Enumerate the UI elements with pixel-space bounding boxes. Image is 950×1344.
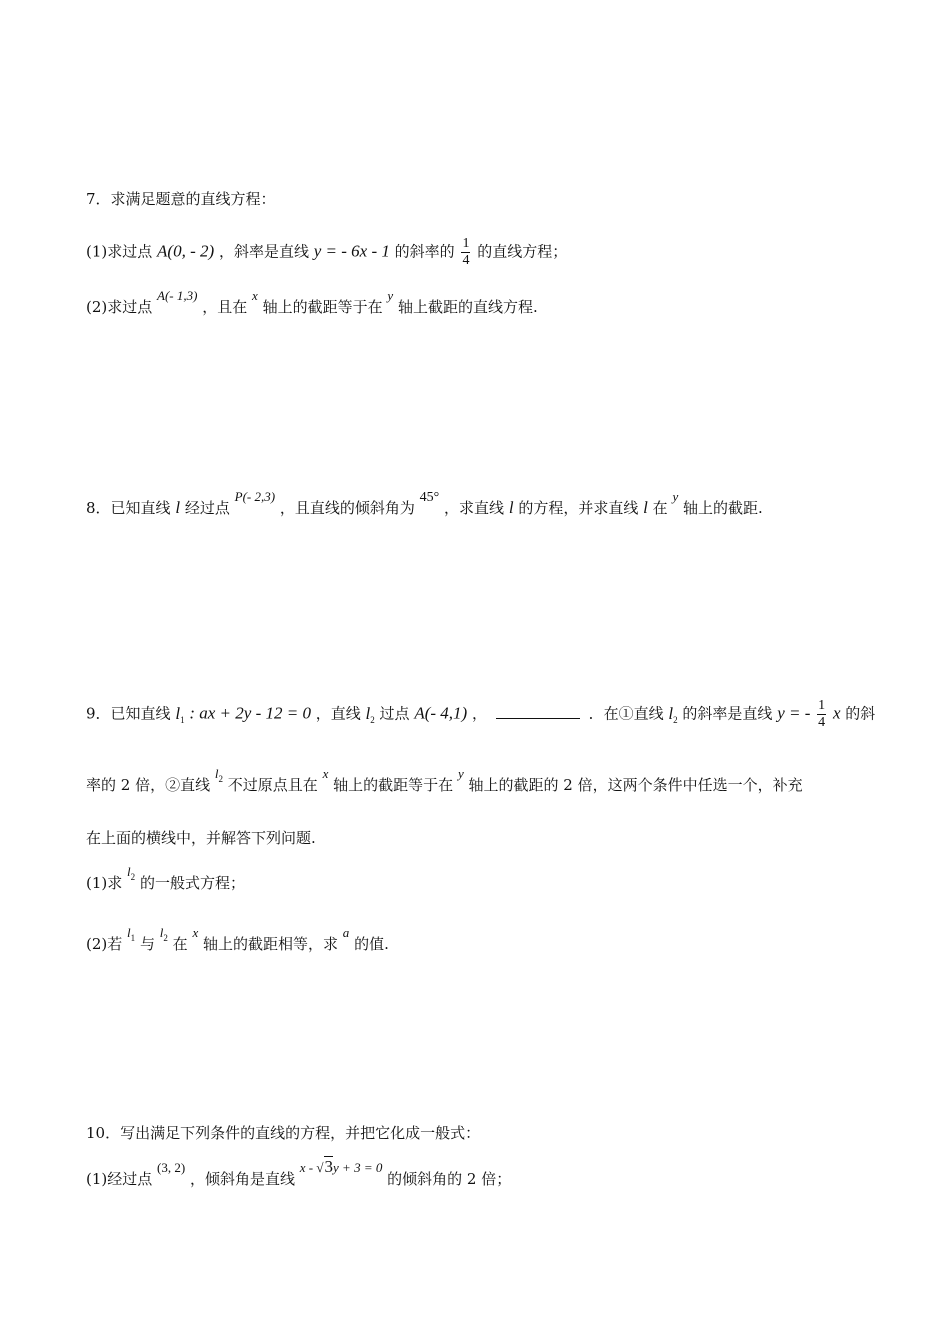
q10-p1-sqrt-value: 3 [324,1157,334,1176]
q9-line2-l2-var: l [214,766,219,781]
q7-p2-x-var: x [252,288,258,303]
q9-p1-l2 [127,864,136,882]
q9-text-f: 的斜率是直线 [682,704,773,723]
q8-text-b: 经过点 [184,499,230,517]
q7-p2-text-a: (2)求过点 [86,298,153,316]
q9-line2-l2-sub: 2 [218,774,223,784]
q9-line2-y-var: y [457,766,464,781]
q9-p2-text-b: 与 [139,935,155,953]
q9-text-d: ， [472,704,488,723]
q10-p1-text-c: 的倾斜角的 2 倍； [387,1170,512,1188]
q8-line-var: l [175,498,181,517]
q7-stem-text: 7．求满足题意的直线方程： [86,190,276,208]
q9-p1-l2-sub: 2 [130,872,136,882]
q7-p2-text-b: ，且在 [202,298,248,316]
q9-p2-l1-var: l [127,925,131,940]
q9-p2-l1-sub: 1 [130,933,136,943]
q9-l2b-sub: 2 [673,714,678,725]
q9-point: A(- 4,1) [414,703,468,723]
q9-p1-text-b: 的一般式方程； [139,874,245,892]
q7-p2-point: A(- 1,3) [157,288,198,303]
q9-fraction-numerator: 1 [818,698,826,713]
q8-text-e: 的方程，并求直线 [518,499,639,517]
q8-point: P(- 2,3) [234,489,276,504]
q7-p2-y-var: y [387,288,394,303]
q10-p1-text-a: (1)经过点 [86,1170,153,1188]
q7-p1-text-b: ，斜率是直线 [218,242,309,261]
q9-text-e: ．在①直线 [588,704,664,723]
q9-p2-l1 [127,925,136,943]
q9-l1-equation: : ax + 2y - 12 = 0 [189,703,311,723]
question-10-stem [86,1122,480,1144]
q9-p2-l2 [159,925,168,943]
question-10-part-1 [86,1157,512,1191]
q7-p1-text-c: 的斜率的 [394,242,455,261]
q9-text-a: 9．已知直线 [86,704,171,723]
q8-y-var: y [672,489,679,504]
question-9-part-1 [86,864,245,896]
question-7-part-2 [86,288,538,319]
q9-p2-l2-var: l [159,925,164,940]
question-7-part-1 [86,236,567,269]
q9-l2b-var: l [668,703,674,723]
q9-l2b [668,704,677,723]
q10-p1-text-b: ，倾斜角是直线 [189,1170,295,1188]
q8-line-var-2: l [508,498,514,517]
q9-line2-text-c: 轴上的截距等于在 [333,776,454,794]
question-9-line-2 [86,766,803,798]
q9-text-c: 过点 [379,704,410,723]
q8-text-g: 轴上的截距. [683,499,763,517]
q9-text-b: ，直线 [315,704,361,723]
q10-p1-point: (3, 2) [157,1160,186,1175]
q9-line2-text-d: 轴上的截距的 2 倍，这两个条件中任选一个，补充 [468,776,803,794]
q9-line2-text-a: 率的 2 倍，②直线 [86,776,211,794]
q10-p1-equation: x - √3y + 3 = 0 [299,1157,383,1176]
q7-p1-fraction-denominator: 4 [462,253,470,268]
q8-text-a: 8．已知直线 [86,499,171,517]
q9-p2-text-d: 轴上的截距相等，求 [203,935,339,953]
q9-p2-text-a: (2)若 [86,935,123,953]
q9-l2 [366,704,375,723]
q9-line3-text: 在上面的横线中，并解答下列问题. [86,829,316,847]
q9-p2-x-var: x [192,925,199,940]
q7-p1-fraction [461,236,470,269]
q9-answer-blank[interactable] [496,704,580,719]
q9-p1-text-a: (1)求 [86,874,123,892]
q9-p2-a-var: a [342,925,350,940]
q9-fraction-denominator: 4 [818,715,826,730]
q8-text-f: 在 [652,499,668,517]
q9-fraction [817,698,826,731]
q9-y-equals: y = - [777,703,811,723]
q7-p2-text-c: 轴上的截距等于在 [262,298,383,316]
q8-line-var-3: l [643,498,648,517]
question-9-part-2 [86,925,389,957]
q9-x-var: x [832,703,841,723]
q9-l1 [175,704,184,723]
question-9-line-3 [86,827,316,849]
q10-p1-eq-part-b: y + 3 = 0 [333,1160,383,1175]
q9-l2-sub: 2 [370,714,375,725]
q8-text-c: ，且直线的倾斜角为 [279,499,415,517]
question-7-stem [86,188,276,210]
q9-l2-var: l [365,703,371,723]
q9-l1-sub: 1 [180,714,185,725]
q10-p1-eq-part-a: x - [299,1160,314,1175]
q9-line2-x-var: x [322,766,329,781]
q8-angle: 45° [419,490,440,505]
q9-l1-var: l [175,703,181,723]
q7-p1-line-equation: y = - 6x - 1 [313,241,390,261]
q7-p1-text-a: (1)求过点 [86,242,153,261]
q10-stem-text: 10．写出满足下列条件的直线的方程，并把它化成一般式： [86,1124,481,1142]
q9-line2-l2 [214,766,223,784]
q8-text-d: ，求直线 [444,499,505,517]
q7-p2-text-d: 轴上截距的直线方程. [397,298,538,316]
q9-p2-text-c: 在 [172,935,188,953]
question-9-line-1 [86,698,875,731]
q7-p1-fraction-numerator: 1 [462,236,470,251]
q9-p2-text-e: 的值. [354,935,389,953]
q9-text-g: 的斜 [845,704,876,723]
q7-p1-point: A(0, - 2) [157,241,215,261]
q9-p2-l2-sub: 2 [163,933,168,943]
q7-p1-text-d: 的直线方程； [477,242,568,261]
question-8 [86,489,763,521]
q9-line2-text-b: 不过原点且在 [227,776,318,794]
q9-p1-l2-var: l [127,864,131,879]
